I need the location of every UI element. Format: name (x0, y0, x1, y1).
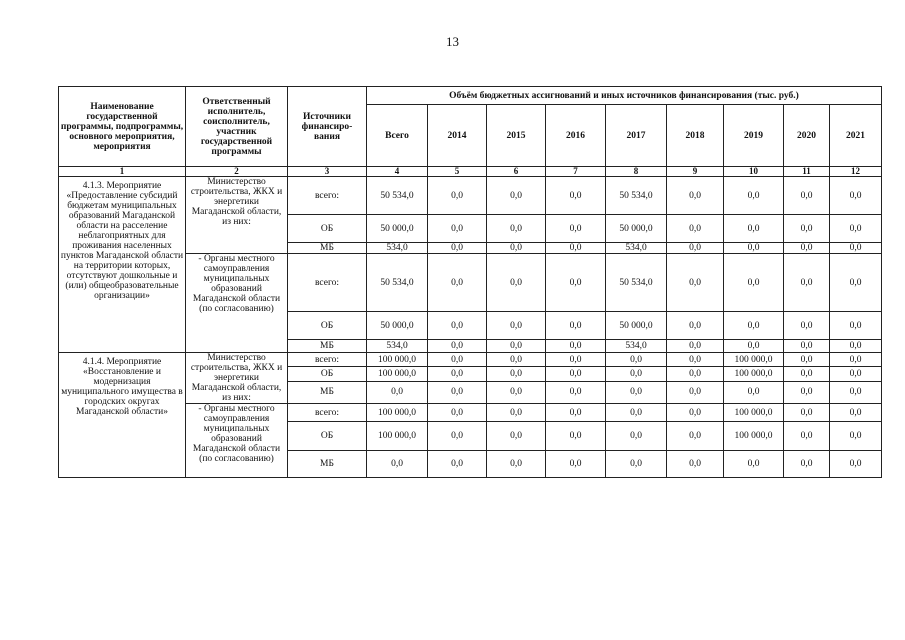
value-year: 0,0 (830, 340, 882, 353)
value-year: 0,0 (784, 451, 830, 478)
value-year: 100 000,0 (724, 367, 784, 381)
value-year: 0,0 (830, 381, 882, 403)
value-year: 0,0 (830, 353, 882, 367)
funding-source: всего: (288, 353, 367, 367)
value-year: 0,0 (606, 422, 667, 451)
column-number: 8 (606, 167, 667, 177)
value-year: 0,0 (830, 243, 882, 254)
column-number: 4 (367, 167, 428, 177)
value-year: 0,0 (724, 254, 784, 312)
value-total: 534,0 (367, 243, 428, 254)
value-year: 0,0 (667, 215, 724, 243)
value-year: 0,0 (546, 353, 606, 367)
value-year: 0,0 (784, 381, 830, 403)
table-row (59, 353, 882, 367)
page-number: 13 (446, 34, 459, 49)
value-year: 0,0 (784, 422, 830, 451)
value-year: 0,0 (667, 340, 724, 353)
value-year: 0,0 (428, 353, 487, 367)
value-year: 100 000,0 (724, 404, 784, 422)
executor-name: Министерство строительства, ЖКХ и энергетики Магаданской области, из них: (186, 177, 288, 254)
header-year: 2019 (724, 105, 784, 167)
value-total: 100 000,0 (367, 422, 428, 451)
header-year: 2015 (487, 105, 546, 167)
funding-source: ОБ (288, 215, 367, 243)
funding-source: МБ (288, 381, 367, 403)
value-year: 0,0 (784, 243, 830, 254)
column-number: 3 (288, 167, 367, 177)
funding-source: МБ (288, 340, 367, 353)
column-number: 6 (487, 167, 546, 177)
column-number: 9 (667, 167, 724, 177)
value-year: 0,0 (830, 177, 882, 215)
value-year: 0,0 (606, 451, 667, 478)
value-year: 0,0 (667, 254, 724, 312)
value-year: 0,0 (428, 340, 487, 353)
header-year: 2021 (830, 105, 882, 167)
value-year: 0,0 (487, 312, 546, 340)
value-year: 0,0 (487, 215, 546, 243)
value-year: 0,0 (830, 312, 882, 340)
value-year: 0,0 (667, 422, 724, 451)
value-year: 0,0 (667, 367, 724, 381)
value-year: 0,0 (428, 422, 487, 451)
value-total: 100 000,0 (367, 367, 428, 381)
value-year: 0,0 (487, 367, 546, 381)
value-year: 0,0 (606, 367, 667, 381)
value-year: 0,0 (546, 312, 606, 340)
header-year: 2018 (667, 105, 724, 167)
value-year: 0,0 (428, 243, 487, 254)
column-number: 7 (546, 167, 606, 177)
value-year: 0,0 (784, 215, 830, 243)
activity-name: 4.1.4. Мероприятие «Восстановление и модернизация муниципального имущества в городских округах Магаданской области» (59, 353, 186, 478)
value-total: 50 000,0 (367, 312, 428, 340)
value-year: 0,0 (784, 404, 830, 422)
value-year: 100 000,0 (724, 353, 784, 367)
value-year: 0,0 (428, 215, 487, 243)
value-year: 0,0 (667, 404, 724, 422)
value-year: 0,0 (428, 312, 487, 340)
value-total: 100 000,0 (367, 404, 428, 422)
value-year: 0,0 (830, 404, 882, 422)
funding-source: ОБ (288, 422, 367, 451)
value-year: 0,0 (428, 177, 487, 215)
value-year: 0,0 (428, 404, 487, 422)
value-year: 0,0 (487, 340, 546, 353)
value-year: 0,0 (784, 367, 830, 381)
executor-name: - Органы местного самоуправления муниципальных образований Магаданской области (по согласованию) (186, 254, 288, 353)
value-year: 0,0 (724, 215, 784, 243)
executor-name: Министерство строительства, ЖКХ и энергетики Магаданской области, из них: (186, 353, 288, 404)
value-year: 0,0 (784, 177, 830, 215)
header-year: 2020 (784, 105, 830, 167)
value-year: 0,0 (667, 353, 724, 367)
header-year: 2016 (546, 105, 606, 167)
value-year: 534,0 (606, 340, 667, 353)
value-year: 50 534,0 (606, 254, 667, 312)
value-year: 0,0 (667, 177, 724, 215)
funding-source: МБ (288, 243, 367, 254)
activity-name: 4.1.3. Мероприятие «Предоставление субсидий бюджетам муниципальных образований Магаданской области на расселение неблагоприятных для проживания населенных пунктов Магаданской области на территории которых, отсутствуют дошкольные и (или) общеобразовательные организации» (59, 177, 186, 353)
value-year: 0,0 (784, 340, 830, 353)
executor-name: - Органы местного самоуправления муниципальных образований Магаданской области (по согласованию) (186, 404, 288, 478)
value-year: 0,0 (724, 177, 784, 215)
value-year: 0,0 (546, 243, 606, 254)
column-number: 1 (59, 167, 186, 177)
funding-source: ОБ (288, 367, 367, 381)
value-year: 0,0 (487, 381, 546, 403)
value-year: 0,0 (546, 254, 606, 312)
budget-table (58, 86, 882, 478)
value-year: 0,0 (667, 451, 724, 478)
value-year: 0,0 (546, 422, 606, 451)
value-year: 0,0 (830, 451, 882, 478)
value-year: 0,0 (667, 243, 724, 254)
value-total: 0,0 (367, 381, 428, 403)
value-year: 0,0 (784, 353, 830, 367)
value-total: 50 000,0 (367, 215, 428, 243)
value-total: 50 534,0 (367, 177, 428, 215)
value-year: 0,0 (428, 381, 487, 403)
value-year: 0,0 (546, 340, 606, 353)
column-number: 12 (830, 167, 882, 177)
value-year: 0,0 (606, 353, 667, 367)
value-year: 0,0 (546, 215, 606, 243)
value-year: 50 534,0 (606, 177, 667, 215)
value-year: 0,0 (428, 451, 487, 478)
value-year: 0,0 (667, 381, 724, 403)
table-row (59, 177, 882, 215)
value-year: 0,0 (546, 451, 606, 478)
value-year: 0,0 (546, 404, 606, 422)
value-year: 100 000,0 (724, 422, 784, 451)
header-volume: Объём бюджетных ассигнований и иных источников финансирования (тыс. руб.) (367, 87, 882, 105)
value-year: 0,0 (487, 404, 546, 422)
value-total: 534,0 (367, 340, 428, 353)
value-year: 0,0 (724, 340, 784, 353)
value-year: 0,0 (830, 254, 882, 312)
column-number: 11 (784, 167, 830, 177)
value-year: 50 000,0 (606, 312, 667, 340)
value-year: 0,0 (546, 177, 606, 215)
value-year: 0,0 (830, 215, 882, 243)
value-year: 0,0 (546, 381, 606, 403)
value-year: 0,0 (724, 381, 784, 403)
value-year: 0,0 (784, 312, 830, 340)
funding-source: ОБ (288, 312, 367, 340)
value-year: 0,0 (546, 367, 606, 381)
value-year: 0,0 (487, 422, 546, 451)
header-total: Всего (367, 105, 428, 167)
value-total: 100 000,0 (367, 353, 428, 367)
column-number: 2 (186, 167, 288, 177)
value-year: 0,0 (724, 243, 784, 254)
value-year: 0,0 (606, 404, 667, 422)
column-number: 10 (724, 167, 784, 177)
funding-source: МБ (288, 451, 367, 478)
value-year: 0,0 (487, 254, 546, 312)
value-year: 0,0 (487, 353, 546, 367)
value-year: 0,0 (428, 254, 487, 312)
value-year: 0,0 (830, 422, 882, 451)
header-name: Наименование государственной программы, подпрограммы, основного мероприятия, мероприятия (59, 87, 186, 167)
header-source: Источники финансиро-вания (288, 87, 367, 167)
value-year: 0,0 (724, 451, 784, 478)
funding-source: всего: (288, 404, 367, 422)
value-year: 0,0 (784, 254, 830, 312)
funding-source: всего: (288, 254, 367, 312)
value-year: 0,0 (428, 367, 487, 381)
value-year: 0,0 (667, 312, 724, 340)
value-year: 0,0 (606, 381, 667, 403)
value-year: 0,0 (487, 451, 546, 478)
column-number: 5 (428, 167, 487, 177)
value-year: 50 000,0 (606, 215, 667, 243)
value-year: 0,0 (724, 312, 784, 340)
value-year: 0,0 (830, 367, 882, 381)
header-year: 2014 (428, 105, 487, 167)
value-year: 534,0 (606, 243, 667, 254)
value-total: 0,0 (367, 451, 428, 478)
funding-source: всего: (288, 177, 367, 215)
header-executor: Ответственный исполнитель, соисполнитель, участник государственной программы (186, 87, 288, 167)
value-year: 0,0 (487, 243, 546, 254)
header-year: 2017 (606, 105, 667, 167)
value-year: 0,0 (487, 177, 546, 215)
value-total: 50 534,0 (367, 254, 428, 312)
